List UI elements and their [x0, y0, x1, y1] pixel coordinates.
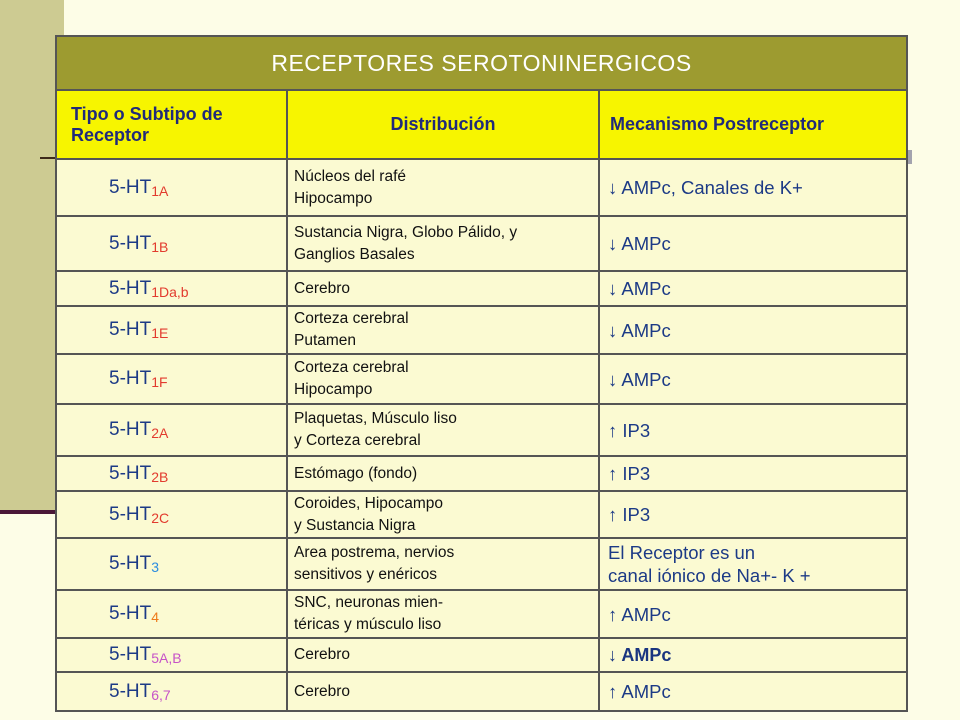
mechanism-cell: ↓ AMPc — [608, 644, 672, 665]
distribution-cell: Area postrema, nervios sensitivos y enéricos — [288, 539, 600, 589]
receptor-type: 5-HT 2A — [57, 405, 288, 455]
receptor-type: 5-HT 2B — [57, 457, 288, 490]
receptor-type: 5-HT 3 — [57, 539, 288, 589]
table-row — [57, 217, 906, 272]
distribution-cell: Cerebro — [288, 673, 600, 710]
receptor-type: 5-HT 1Da,b — [57, 272, 288, 305]
receptor-type: 5-HT 5A,B — [57, 639, 288, 671]
receptor-type: 5-HT 1F — [57, 355, 288, 403]
table-row — [57, 457, 906, 492]
table-row — [57, 405, 906, 457]
mechanism-cell: ↓ AMPc — [608, 278, 671, 299]
mechanism-cell: ↑ AMPc — [608, 681, 671, 702]
mechanism-cell: ↓ AMPc — [608, 233, 671, 254]
mechanism-cell: ↑ AMPc — [608, 603, 671, 625]
mechanism-cell: ↑ IP3 — [608, 463, 651, 484]
distribution-cell: Corteza cerebral Hipocampo — [288, 355, 600, 403]
receptors-table — [55, 35, 908, 712]
mechanism-cell: ↓ AMPc — [608, 319, 671, 341]
distribution-cell: Cerebro — [288, 639, 600, 671]
table-row — [57, 591, 906, 639]
table-row — [57, 673, 906, 710]
receptor-type: 5-HT 4 — [57, 591, 288, 637]
table-row — [57, 160, 906, 217]
table-row — [57, 307, 906, 355]
mechanism-cell: ↑ IP3 — [608, 419, 651, 441]
distribution-cell: SNC, neuronas mien- téricas y músculo liso — [288, 591, 600, 637]
mechanism-cell: ↓ AMPc, Canales de K+ — [608, 177, 803, 198]
receptor-type: 5-HT 1B — [57, 217, 288, 270]
header-mecanismo: Mecanismo Postreceptor — [610, 114, 825, 134]
table-row — [57, 539, 906, 591]
receptor-type: 5-HT 1E — [57, 307, 288, 353]
table-header-row — [57, 91, 906, 160]
mechanism-cell: ↑ IP3 — [608, 504, 651, 525]
distribution-cell: Coroides, Hipocampo y Sustancia Nigra — [288, 492, 600, 537]
distribution-cell: Núcleos del rafé Hipocampo — [288, 160, 600, 215]
distribution-cell: Estómago (fondo) — [288, 457, 600, 490]
receptor-type: 5-HT 2C — [57, 492, 288, 537]
mechanism-cell: El Receptor es un canal iónico de Na+- K + — [608, 542, 811, 586]
table-title: RECEPTORES SEROTONINERGICOS — [57, 37, 906, 91]
receptor-type: 5-HT 1A — [57, 160, 288, 215]
distribution-cell: Cerebro — [288, 272, 600, 305]
header-distribucion: Distribución — [288, 91, 600, 158]
receptor-type: 5-HT 6,7 — [57, 673, 288, 710]
header-tipo: Tipo o Subtipo de Receptor — [57, 91, 288, 158]
distribution-cell: Sustancia Nigra, Globo Pálido, y Ganglios Basales — [288, 217, 600, 270]
distribution-cell: Corteza cerebral Putamen — [288, 307, 600, 353]
table-row — [57, 492, 906, 539]
mechanism-cell: ↓ AMPc — [608, 368, 671, 390]
table-row — [57, 355, 906, 405]
table-row — [57, 272, 906, 307]
table-row — [57, 639, 906, 673]
distribution-cell: Plaquetas, Músculo liso y Corteza cerebral — [288, 405, 600, 455]
